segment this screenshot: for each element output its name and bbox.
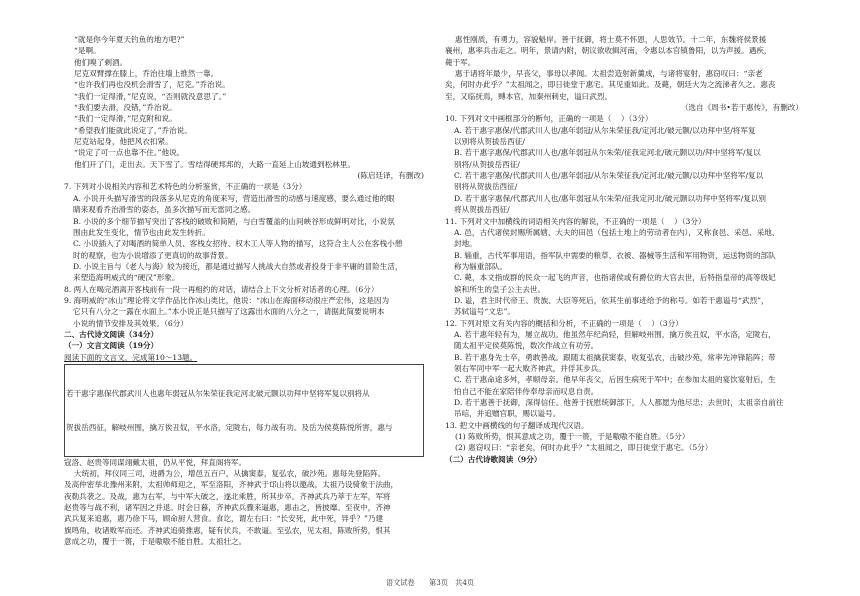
option-c-cont: 别将从贺拔岳西征/ xyxy=(454,182,518,192)
reading-instruction: 阅读下面的文言文，完成第10～13题。 xyxy=(64,352,198,362)
option-b: B. 辎重，古代军事用语，指军队中需要的粮草、衣被、器械等生活和军用物资，运送物资的部队 xyxy=(454,250,776,260)
left-column xyxy=(64,34,424,547)
passage-line: 矣，何时办此乎？”太祖闻之，即日徙堂于惠宅。其见重如此。及薨，朝廷大为之流涕者久之。惠丧 xyxy=(445,80,776,90)
question-9-cont: 它只有八分之一露在水面上。”本小说正是只描写了这露出水面的八分之一，请据此简要说明本 xyxy=(73,307,385,317)
option-d-cont: 将从贺拔岳西征/ xyxy=(454,205,510,215)
question-9-cont: 小说的情节安排及其效果。（6分） xyxy=(73,318,188,328)
option-b-cont: 别将/从贺拔岳西征/ xyxy=(454,159,520,169)
option-c: C. 小说插入了对喝酒的简单人员、客栈女招待、权木工人等人物的描写，这符合主人公在客栈小憩 xyxy=(73,239,403,249)
story-source: (陈启廷译，有删改) xyxy=(357,171,424,181)
question-11: 11. 下列对文中加横线的词语相关内容的解说，不正确的一项是（ ）（3分） xyxy=(445,216,706,226)
question-9: 9. 海明威的“冰山”理论将文学作品比作冰山类比，他说：“冰山在海面移动很庄严宏伟，这是因为 xyxy=(64,295,390,305)
passage-line: 大统初，拜仪同三司，进爵为公，增邑五百户，从擒窦泰，复弘农，破沙苑。惠每先登陷阵。 xyxy=(74,469,386,479)
boxed-passage xyxy=(64,364,424,457)
question-13-2: (2) 惠窃叹曰：“亲老矣，何时办此乎？”太祖闻之，即日徙堂于惠宅。（5分） xyxy=(455,443,713,453)
option-a-cont: 睛来观看乔治滑雪的姿态，虽多次描写而无雷同之感。 xyxy=(73,205,256,215)
passage-line: 薨于军。 xyxy=(445,57,476,67)
option-c-cont: 嫔和所生的皇子公主去世。 xyxy=(454,284,546,294)
passage-line: 旗鸣角，收诸败军而还。齐神武追骑推惠，疑有伏兵，不敢逼。至弘农，见太祖，陈败所势，恨其 xyxy=(64,525,391,535)
passage-line: 贺拔岳西征，解岐州围，擒万俟丑奴，平水洛，定陇右，每力战有功。及岳为侯莫陈悦所害，惠与 xyxy=(66,422,393,432)
passage-line: 寇洛、赵贵等同谋翊戴太祖，仍从平悦，拜直阁将军。 xyxy=(64,457,247,467)
option-c: C. 若干惠命途多舛，孝顺母亲。他早年丧父，后因生病死于军中；在参加太祖的宴饮宴射后，生 xyxy=(454,375,776,385)
option-d: D. 若干惠善于抚御，深得信任。他善于抚慰统御部下，人人都愿为他尽忠；去世时，太祖亲自前往 xyxy=(454,398,784,407)
right-column xyxy=(445,34,803,465)
story-line: “我们一定得滑，”尼克说，“否则就没意思了。” xyxy=(74,91,227,101)
option-b-cont: 围由此发生变化，情节也由此发生转折。 xyxy=(73,227,210,237)
option-c-cont: 时的观察，也为小说增添了更真切的故事背景。 xyxy=(73,250,233,260)
subsection-title: （一）文言文阅读（19分） xyxy=(64,341,159,351)
story-line: 他们嗅了剩酒。 xyxy=(74,57,128,67)
passage-line: 夜勒兵袭之。及战，惠为右军，与中军大破之，遂北乘胜，所其步卒。齐神武兵乃萃于左军，军将 xyxy=(64,491,391,501)
option-a-cont: 以别将从贺拔岳西征/ xyxy=(454,137,525,147)
story-line: 尼克双臂撑在膝上，乔治往墙上推然一靠。 xyxy=(74,69,219,79)
section-title: 二、古代诗文阅读（34分） xyxy=(64,329,159,339)
option-a: A. 若干惠年轻有为，屡立战功。他虽然年纪尚轻，但解岐州围，擒万俟丑奴，平水洛，定陇右， xyxy=(454,329,776,339)
option-d: D. 谥，君主时代帝王、贵族、大臣等死后，依其生前事迹给予的称号。如若干惠谥号“武烈”， xyxy=(454,295,769,305)
option-b-cont: 领右军同中军一起大败齐神武，并俘其步兵。 xyxy=(454,363,606,373)
option-d: D. 小说主旨与《老人与海》较为接近，都是通过描写人挑战大自然或者投身于非平庸的冒险生活， xyxy=(73,261,403,271)
passage-line: 惠性刚质，有勇力，容貌魁岸。善于抚御，将士莫不怀恩，人思效节。十二年，东魏将侯景援 xyxy=(455,35,767,44)
story-line: “是啊。 xyxy=(74,46,101,56)
option-c: C. 薨，本文指成群的民众一起飞的声音，也指诸侯或有爵位的大官去世，后特指皇帝的高等级妃 xyxy=(454,273,776,283)
option-c: C. 若干惠字惠保/代郡武川人也/惠年弱冠/从尔朱荣征我/定河北/破元颢/以功拜中坚将军/复以 xyxy=(454,171,764,181)
question-13: 13. 把文中画横线的句子翻译成现代汉语。 xyxy=(445,420,589,430)
passage-line: 至，又临抚焉，赙本官，加秦州刺史，谥曰武烈。 xyxy=(445,91,613,101)
option-d-cont: 苏轼谥号“文忠”。 xyxy=(454,307,515,317)
question-13-1: (1) 陈败所势，恨其意成之功，覆于一篑，于是嗷嗷不能自胜。（5分） xyxy=(455,432,690,442)
story-line: “希望我们能就此说定了，”乔治说。 xyxy=(74,125,192,135)
option-d-cont: 吊唁，并追赠官职，赐以谥号。 xyxy=(454,409,561,419)
option-c-cont: 怕自己不能在家陪伴侍奉母亲而叹息自责。 xyxy=(454,386,599,396)
option-a-cont: 随太祖平定侯莫陈悦，数次作战立有功劳。 xyxy=(454,341,599,351)
passage-line: 襄州，惠率兵击走之。明年，景请内附，朝议欲收辑河南，令惠以本官镇鲁阳，以为声援。遇疾， xyxy=(445,46,772,56)
option-a: A. 小说开头描写滑雪的段落多从尼克的角度来写，营造出滑雪的动感与速度感，要么通过他的眼 xyxy=(73,193,395,203)
story-line: 他们开了门，走出去。天下雪了。雪结得硬邦邦的，大路一直延上山坡通到松林里。 xyxy=(74,159,355,169)
passage-line: 赵贵等与战不利，诸军因之并退。时会日暮，齐神武兵骤来逼惠，惠击之，皆披靡。至夜中，齐神 xyxy=(64,503,391,513)
option-a: A. 邑，古代诸侯封赐所属辖、大夫的田邑（包括土地上的劳动者在内），又称食邑、采邑、采地、 xyxy=(454,227,780,237)
option-b: B. 若干惠身先士卒，勇敢善战。跟随太祖擒获窦泰，收复弘农，击破沙苑，常率先冲锋陷阵；带 xyxy=(454,352,776,362)
option-b: B. 若干惠字惠保/代郡武川人也/惠年弱冠从尔朱荣/征我定河北/破元颢以功/拜中坚将军/复以 xyxy=(454,148,761,158)
question-10: 10. 下列对文中画框部分的断句，正确的一项是（ ）（3分） xyxy=(445,114,653,124)
option-a: A. 若干惠字惠保/代郡武川人也/惠年弱冠/从尔朱荣征我/定河北/破元颢/以功拜中坚/将军复 xyxy=(454,125,756,135)
story-line: “我们要去滑，没错，”乔治说。 xyxy=(74,103,177,113)
story-line: “就是你今年夏天钓鱼的地方吧?” xyxy=(74,35,185,44)
passage-line: 意成之功，覆于一篑，于是嗷嗷不能自胜。太祖壮之。 xyxy=(64,537,247,547)
question-8: 8. 两人在喝完酒离开客栈前有一段一再相约的对话，请结合上下文分析对话者的心理。（6分） xyxy=(64,284,379,294)
option-d: D. 若干惠字惠保/代郡武川人也/惠年弱冠从尔朱荣/征我定河北/破元颢以功拜中坚将军/复以别 xyxy=(454,193,766,203)
story-line: 尼克站起身，他把风衣扣紧。 xyxy=(74,137,173,147)
passage-line: 及高仲密举北豫州来附，太祖帅师迎之，军至洛阳，齐神武于邙山将以邀战，太祖乃设骑象于法曲， xyxy=(64,480,399,490)
passage-line: 惠于诸将年最少，早丧父，事母以孝闻。太祖尝造射新羹成，与诸将宴射，惠窃叹曰：“亲老 xyxy=(455,69,763,79)
option-b: B. 小说的多个细节描写突出了客栈的破败和简陋，与白雪覆盖的山间峡谷形成鲜明对比，小说氛 xyxy=(73,216,395,226)
question-12: 12. 下列对原文有关内容的概括和分析，不正确的一项是（ ）（3分） xyxy=(445,318,683,328)
option-a-cont: 封地。 xyxy=(454,239,477,249)
option-d-cont: 来塑造海明威式的“硬汉”形象。 xyxy=(73,273,180,283)
story-line: “说定了可一点也靠不住。”他说。 xyxy=(74,148,185,158)
passage-line: 若干惠字惠保代郡武川人也惠年弱冠从尔朱荣征我定河北破元颢以功拜中坚将军复以别将从 xyxy=(66,388,370,398)
passage-source: （选自《周书•若干惠传》，有删改） xyxy=(680,103,803,113)
story-line: “也许我们再也没机会滑雪了，尼克。”乔治说。 xyxy=(74,80,230,90)
option-b-cont: 称为辎重部队。 xyxy=(454,261,508,271)
question-7: 7. 下列对小说相关内容和艺术特色的分析鉴赏，不正确的一项是（3分） xyxy=(64,182,307,192)
story-line: “我们一定得滑，”尼克附和说。 xyxy=(74,114,177,124)
passage-line: 武兵复来追惠，惠乃徐下马，顾命厨人营食。食讫，谓左右曰：“长安死，此中死，异乎？”乃建 xyxy=(64,514,384,524)
page-footer: 语文试卷 第3页 共4页 xyxy=(385,578,475,587)
subsection-title: （二）古代诗歌阅读（9分） xyxy=(445,454,542,464)
